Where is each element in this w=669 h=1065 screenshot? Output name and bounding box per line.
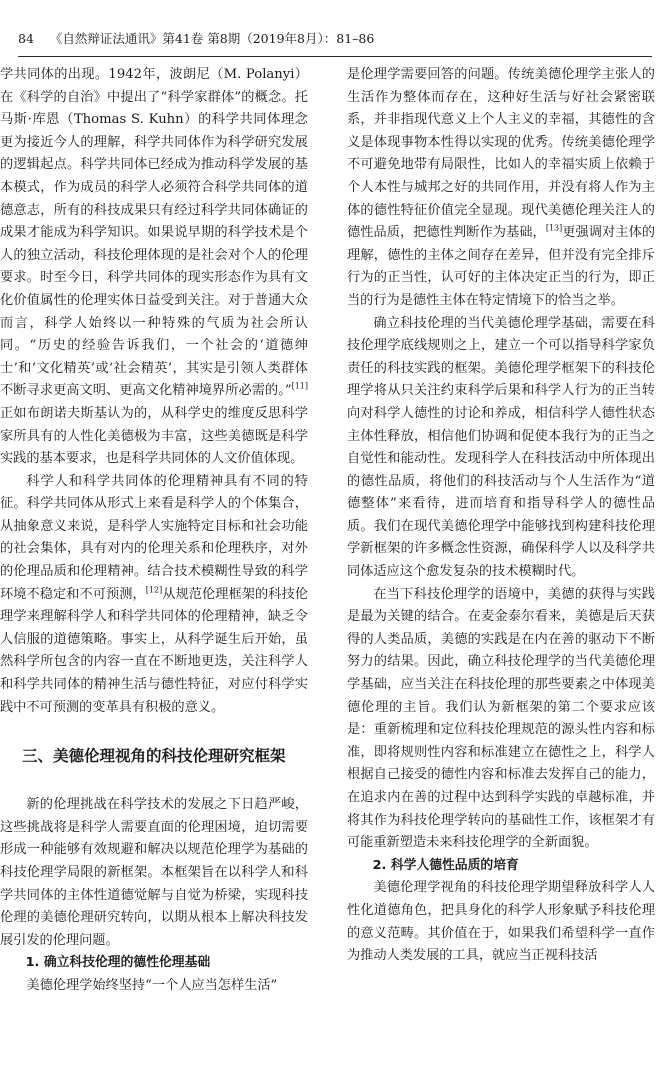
- citation-ref: [12]: [145, 585, 163, 595]
- paragraph: 新的伦理挑战在科学技术的发展之下日趋严峻，这些挑战将是科学人需要直面的伦理困境，迫切需要形成一种能够有效规避和解决以规范伦理学为基础的科技伦理学局限的新框架。本框架旨在以科学人和科学共同体的主体性道德觉解与自觉为桥梁，实现科技伦理的美德伦理研究转向，以期从根本上解决科技发展引发的伦理问题。: [0, 797, 308, 948]
- section-heading: 三、美德伦理视角的科技伦理研究框架: [22, 747, 286, 766]
- header-rule: [18, 56, 652, 57]
- journal-citation: 《自然辩证法通讯》第41卷 第8期（2019年8月）：81–86: [49, 31, 375, 46]
- right-column: [347, 64, 655, 968]
- paragraph: 美德伦理学始终坚持“一个人应当怎样生活”: [26, 977, 278, 993]
- paragraph: 科学人和科学共同体的伦理精神具有不同的特征。科学共同体从形式上来看是科学人的个体集合，从抽象意义来说，是科学人实施特定目标和社会功能的社会集体，具有对内的伦理关系和伦理秩序，对外的伦理品质和伦理精神。结合技术模糊性导致的科学环境不稳定和不可预测，[12]从规范伦理框架的科技伦理学来理解科学人和科学共同体的伦理精神，缺乏令人信服的道德策略。事实上，从科学诞生后开始，虽然科学所包含的内容一直在不断地更迭，关注科学人和科学共同体的精神生活与德性特征，对应付科学实践中不可预测的变革具有积极的意义。: [0, 473, 309, 715]
- paragraph: 是伦理学需要回答的问题。传统美德伦理学主张人的生活作为整体而存在，这种好生活与好社会紧密联系，并非指现代意义上个人主义的幸福，其德性的含义是体现事物本性得以实现的优秀。传统美德伦理学不可避免地带有局限性，比如人的幸福实质上依赖于个人本性与城邦之好的共同作用，并没有将人作为主体的德性特征价值完全显现。现代美德伦理关注人的德性品质，把德性判断作为基础，[13]更强调对主体的理解，德性的主体之间存在差异，但并没有完全排斥行为的正当性，认可好的主体决定正当的行为，即正当的行为是德性主体在特定情境下的恰当之举。: [347, 67, 656, 308]
- left-column: [0, 64, 308, 998]
- running-header: [18, 28, 652, 50]
- page-number: 84: [18, 31, 34, 46]
- paragraph: 确立科技伦理的当代美德伦理学基础，需要在科技伦理学底线规则之上，建立一个可以指导科学家负责任的科技实践的框架。美德伦理学框架下的科技伦理学将从只关注约束科学后果和科学人行为的正当转向对科学人德性的讨论和养成，相信科学人德性状态主体性释放，相信他们协调和促使本我行为的正当之自觉性和能动性。发现科学人在科技活动中所体现出的德性品质，将他们的科技活动与个人生活作为“道德整体”来看待，进而培育和指导科学人的德性品质。我们在现代美德伦理学中能够找到构建科技伦理学新框架的许多概念性资源，确保科学人以及科学共同体适应这个愈发复杂的技术模糊时代。: [347, 315, 655, 580]
- citation-ref: [11]: [291, 381, 308, 391]
- subsection-heading: 1. 确立科技伦理的德性伦理基础: [25, 955, 211, 971]
- citation-ref: [13]: [545, 223, 563, 233]
- subsection-heading: 2. 科学人德性品质的培育: [372, 857, 519, 873]
- paragraph: 美德伦理学视角的科技伦理学期望释放科学人人性化道德角色，把具身化的科学人形象赋予科技伦理的意义范畴。其价值在于，如果我们希望科学一直作为推动人类发展的工具，就应当正视科技活: [347, 880, 655, 964]
- paragraph: 在当下科技伦理学的语境中，美德的获得与实践是最为关键的结合。在麦金泰尔看来，美德是后天获得的人类品质，美德的实践是在内在善的驱动下不断努力的结果。因此，确立科技伦理学的当代美德伦理学基础，应当关注在科技伦理的那些要素之中体现美德伦理的主旨。我们认为新框架的第二个要求应该是：重新梳理和定位科技伦理规范的源头性内容和标准，即将规则性内容和标准建立在德性之上，科学人根据自己接受的德性内容和标准去发挥自己的能力，在追求内在善的过程中达到科学实践的卓越标准，并将其作为科技伦理学转向的基础性工作，该框架才有可能重新塑造未来科技伦理学的全新面貌。: [347, 586, 655, 851]
- paragraph: 学共同体的出现。1942年，波朗尼（M. Polanyi）在《科学的自治》中提出了“科学家群体”的概念。托马斯·库恩（Thomas S. Kuhn）的科学共同体理念更为接近今人的理解，科学共同体作为科学研究发展的逻辑起点。科学共同体已经成为推动科学发展的基本模式，作为成员的科学人必须符合科学共同体的道德意志，所有的科技成果只有经过科学共同体确证的成果才能成为科学知识。如果说早期的科学技术是个人的独立活动，科技伦理体现的是社会对个人的伦理要求。时至今日，科学共同体的现实形态作为具有文化价值属性的伦理实体日益受到关注。对于普通大众而言，科学人始终以一种特殊的气质为社会所认同。“历史的经验告诉我们，一个社会的‘道德绅士’和‘文化精英’或‘社会精英’，其实是引领人类群体不断寻求更高文明、更高文化精神境界所必需的。”[11]正如布朗诺夫斯基认为的，从科学史的维度反思科学家所具有的人性化美德极为丰富，这些美德既是科学实践的基本要求，也是科学共同体的人文价值体现。: [0, 67, 308, 467]
